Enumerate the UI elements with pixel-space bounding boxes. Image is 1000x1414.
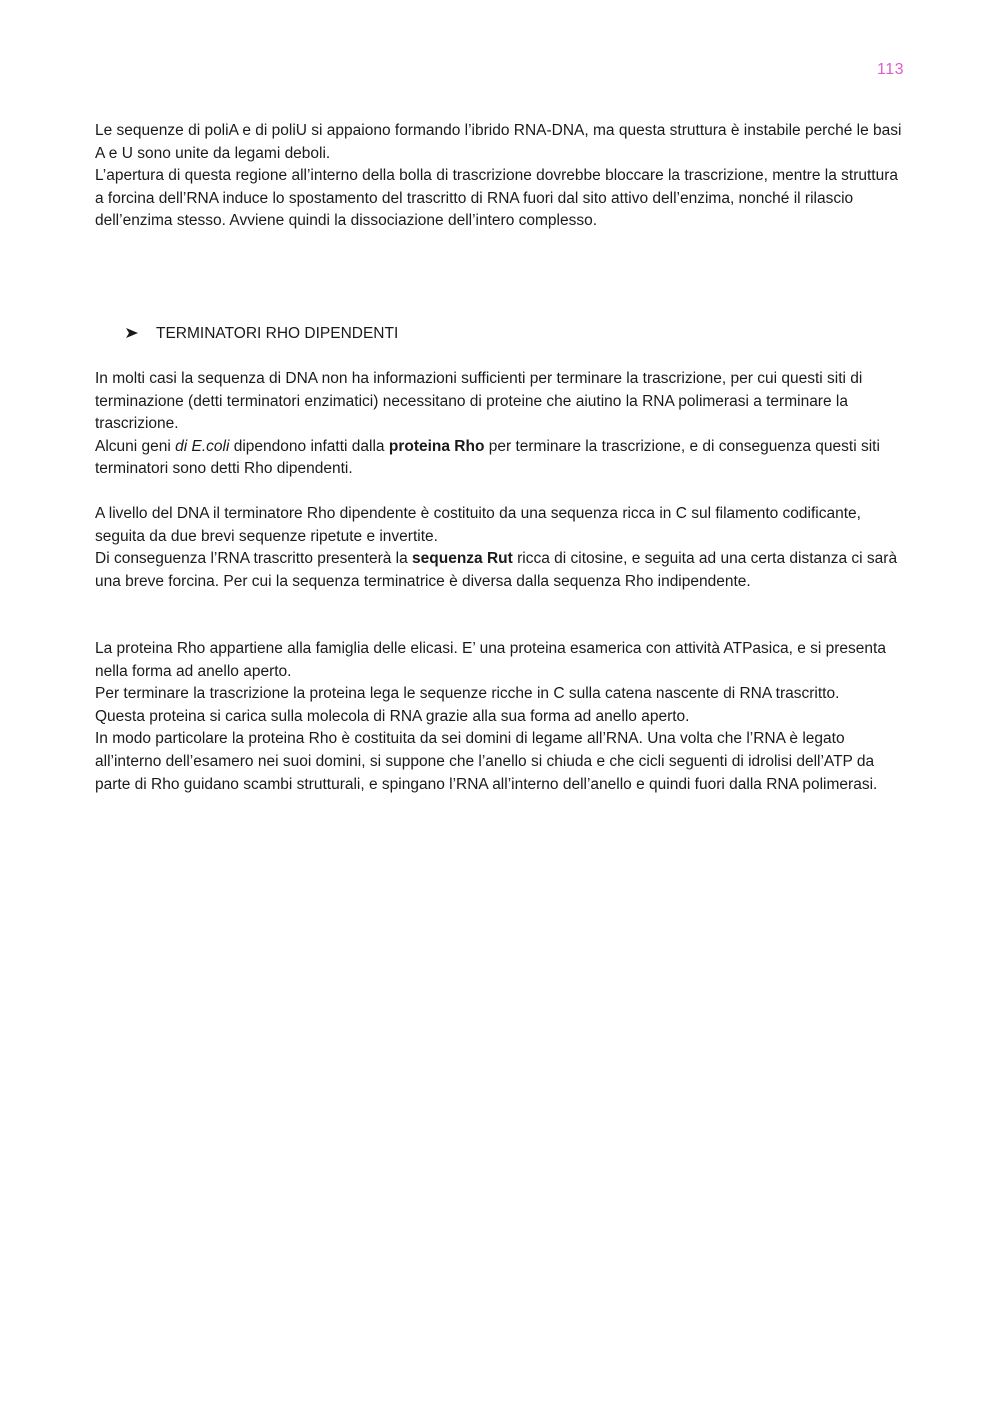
paragraph: In molti casi la sequenza di DNA non ha informazioni sufficienti per terminare la trascrizione, per cui questi siti di terminazione (detti terminatori enzimatici) necessitano di proteine che aiutino la RNA polimerasi a terminare la trascrizione. bbox=[95, 370, 863, 433]
paragraph: In modo particolare la proteina Rho è costituita da sei domini di legame all’RNA. Una volta che l’RNA è legato all’interno dell’esamero nei suoi domini, si suppone che l’anello si chiuda e che cicli seguenti di idrolisi dell’ATP da parte di Rho guidano scambi strutturali, e spingano l’RNA all’interno dell’anello e quindi fuori dalla RNA polimerasi. bbox=[95, 730, 878, 793]
section-heading bbox=[125, 323, 398, 345]
paragraph-block-rho-dna bbox=[95, 503, 907, 593]
paragraph: L’apertura di questa regione all’interno della bolla di trascrizione dovrebbe bloccare la trascrizione, mentre la struttura a forcina dell’RNA induce lo spostamento del trascritto di RNA fuori dal sito attivo dell’enzima, nonché il rilascio dell’enzima stesso. Avviene quindi la dissociazione dell’intero complesso. bbox=[95, 167, 898, 230]
text-run: ricca di citosine, e seguita ad una certa distanza ci sarà una breve forcina. Per cui la sequenza terminatrice è diversa dalla sequenza Rho indipendente. bbox=[95, 550, 898, 590]
paragraph bbox=[95, 548, 907, 593]
paragraph-block-rho-intro bbox=[95, 368, 907, 481]
page-number: 113 bbox=[876, 61, 904, 78]
paragraph: Le sequenze di poliA e di poliU si appaiono formando l’ibrido RNA-DNA, ma questa struttura è instabile perché le basi A e U sono unite da legami deboli. bbox=[95, 122, 902, 162]
arrow-bullet-icon bbox=[125, 323, 143, 345]
text-run: Di conseguenza l’RNA trascritto presenterà la bbox=[95, 550, 413, 568]
paragraph: A livello del DNA il terminatore Rho dipendente è costituito da una sequenza ricca in C sul filamento codificante, seguita da due brevi sequenze ripetute e invertite. bbox=[95, 505, 861, 545]
text-run: Alcuni geni bbox=[95, 437, 176, 455]
paragraph: La proteina Rho appartiene alla famiglia delle elicasi. E’ una proteina esamerica con attività ATPasica, e si presenta nella forma ad anello aperto. bbox=[95, 640, 886, 680]
paragraph bbox=[95, 436, 907, 481]
section-heading-text: TERMINATORI RHO DIPENDENTI bbox=[156, 325, 399, 342]
text-run: dipendono infatti dalla bbox=[229, 437, 389, 455]
paragraph: Questa proteina si carica sulla molecola di RNA grazie alla sua forma ad anello aperto. bbox=[95, 707, 690, 725]
paragraph-block-rho-independent-end bbox=[95, 120, 907, 233]
italic-text: di E.coli bbox=[175, 437, 230, 455]
paragraph-block-rho-protein bbox=[95, 638, 907, 796]
paragraph: Per terminare la trascrizione la proteina lega le sequenze ricche in C sulla catena nascente di RNA trascritto. bbox=[95, 685, 840, 703]
bold-text: proteina Rho bbox=[388, 437, 485, 455]
bold-text: sequenza Rut bbox=[412, 550, 513, 568]
text-run: per terminare la trascrizione, e di conseguenza questi siti terminatori sono detti Rho dipendenti. bbox=[95, 437, 880, 478]
